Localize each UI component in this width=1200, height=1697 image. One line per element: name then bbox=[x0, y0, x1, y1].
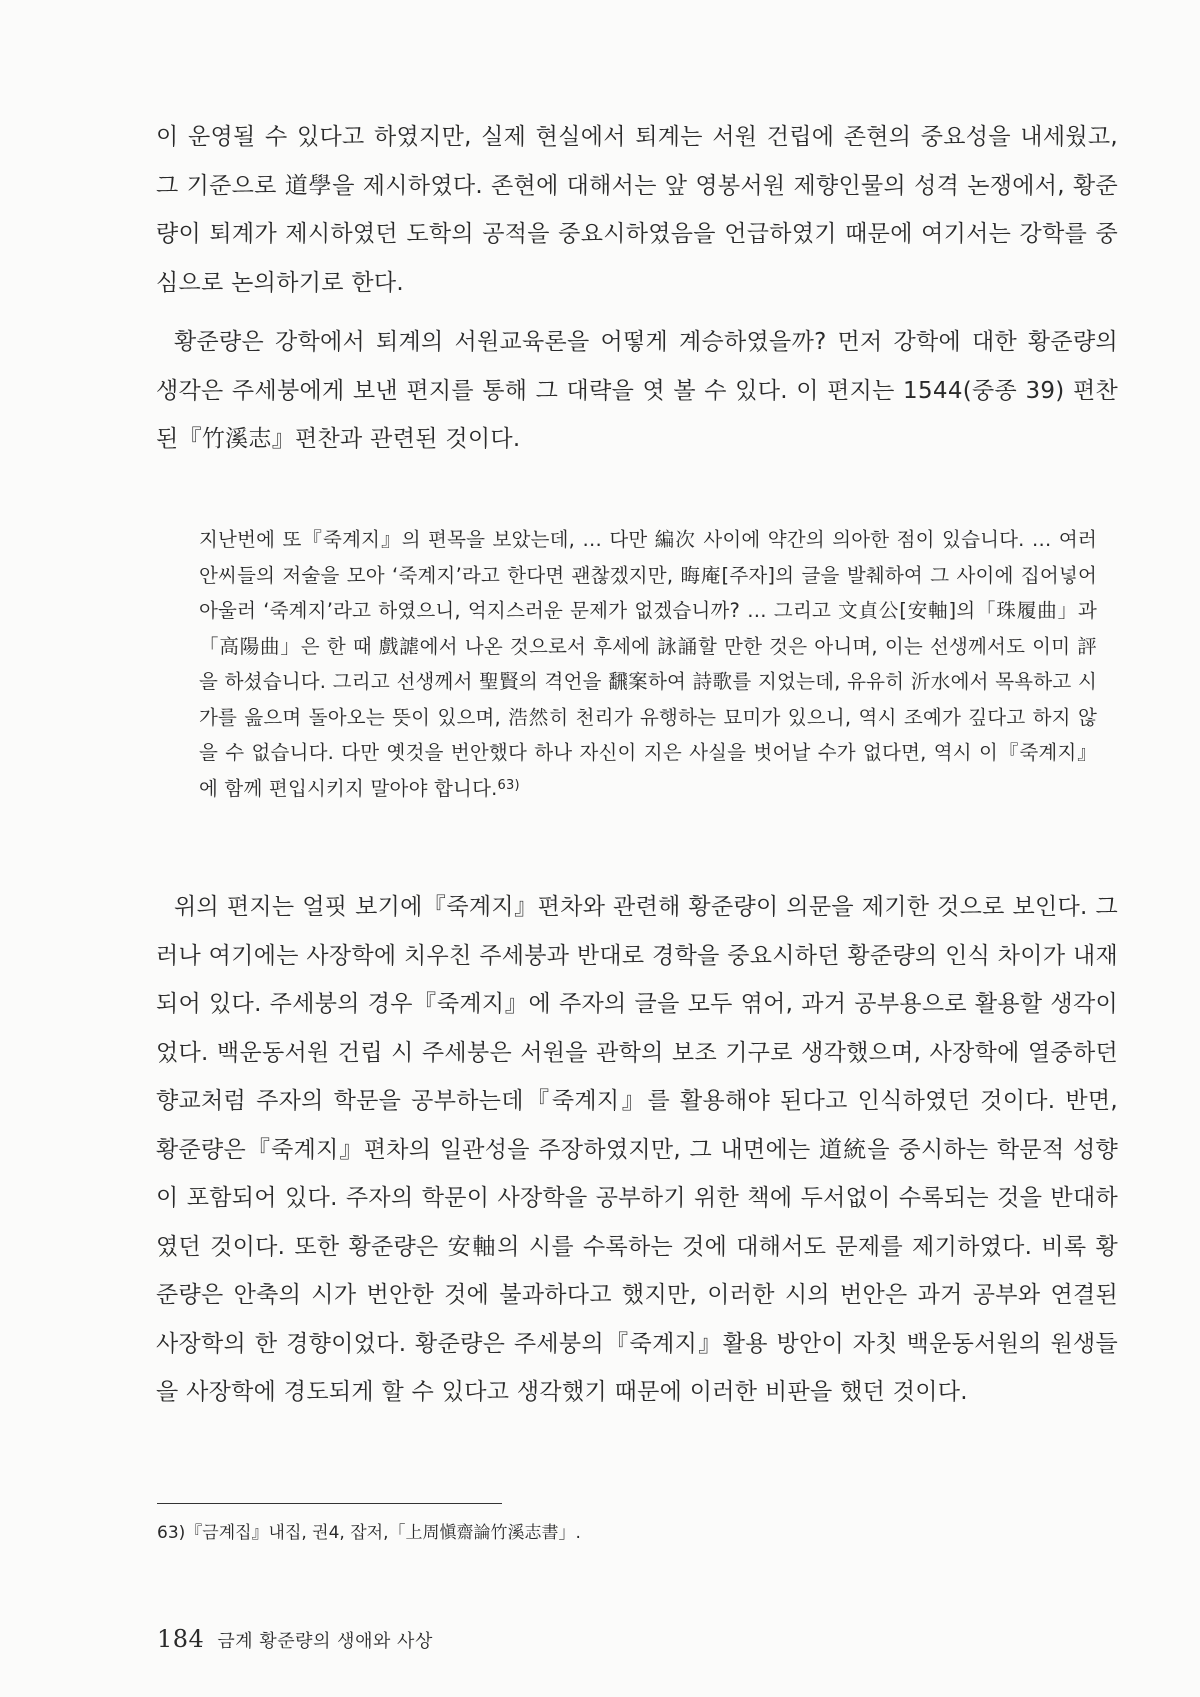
page-footer bbox=[157, 1625, 433, 1653]
footnote-reference[interactable]: 63) bbox=[497, 777, 520, 793]
footnote-text: 『금계집』내집, 권4, 잡저,「上周愼齋論竹溪志書」. bbox=[185, 1523, 581, 1543]
footnote-marker: 63) bbox=[157, 1523, 186, 1543]
body-paragraph: 위의 편지는 얼핏 보기에『죽계지』편차와 관련해 황준량이 의문을 제기한 것으로 보인다. 그러나 여기에는 사장학에 치우친 주세붕과 반대로 경학을 중요시하던 황준량의 인식 차이가 내재되어 있다. 주세붕의 경우『죽계지』에 주자의 글을 모두 엮어, 과거 공부용으로 활용할 생각이었다. 백운동서원 건립 시 주세붕은 서원을 관학의 보조 기구로 생각했으며, 사장학에 열중하던 향교처럼 주자의 학문을 공부하는데『죽계지』를 활용해야 된다고 인식하였던 것이다. 반면, 황준량은『죽계지』편차의 일관성을 주장하였지만, 그 내면에는 道統을 중시하는 학문적 성향이 포함되어 있다. 주자의 학문이 사장학을 공부하기 위한 책에 두서없이 수록되는 것을 반대하였던 것이다. 또한 황준량은 安軸의 시를 수록하는 것에 대해서도 문제를 제기하였다. 비록 황준량은 안축의 시가 번안한 것에 불과하다고 했지만, 이러한 시의 번안은 과거 공부와 연결된 사장학의 한 경향이었다. 황준량은 주세붕의『죽계지』활용 방안이 자칫 백운동서원의 원생들을 사장학에 경도되게 할 수 있다고 생각했기 때문에 이러한 비판을 했던 것이다. bbox=[156, 894, 1118, 1405]
quote-text: 지난번에 또『죽계지』의 편목을 보았는데, … 다만 編次 사이에 약간의 의아한 점이 있습니다. … 여러 안씨들의 저술을 모아 ‘죽계지’라고 한다면 괜찮겠지만, 晦庵[주자]의 글을 발췌하여 그 사이에 집어넣어 아울러 ‘죽계지’라고 하였으니, 억지스러운 문제가 없겠습니까? … 그리고 文貞公[安軸]의「珠履曲」과「高陽曲」은 한 때 戲謔에서 나온 것으로서 후세에 詠誦할 만한 것은 아니며, 이는 선생께서도 이미 評을 하셨습니다. 그리고 선생께서 聖賢의 격언을 飜案하여 詩歌를 지었는데, 유유히 沂水에서 목욕하고 시가를 읊으며 돌아오는 뜻이 있으며, 浩然히 천리가 유행하는 묘미가 있으니, 역시 조예가 깊다고 하지 않을 수 없습니다. 다만 옛것을 번안했다 하나 자신이 지은 사실을 벗어날 수가 없다면, 역시 이『죽계지』에 함께 편입시키지 말아야 합니다. bbox=[199, 528, 1097, 800]
body-paragraph: 황준량은 강학에서 퇴계의 서원교육론을 어떻게 계승하였을까? 먼저 강학에 대한 황준량의 생각은 주세붕에게 보낸 편지를 통해 그 대략을 엿 볼 수 있다. 이 편지는 1544(중종 39) 편찬된『竹溪志』편찬과 관련된 것이다. bbox=[156, 329, 1118, 452]
page-number: 184 bbox=[157, 1625, 205, 1653]
block-quote bbox=[199, 522, 1097, 806]
footnote-divider bbox=[157, 1503, 502, 1504]
footnote bbox=[157, 1518, 1097, 1548]
body-paragraph: 이 운영될 수 있다고 하였지만, 실제 현실에서 퇴계는 서원 건립에 존현의 중요성을 내세웠고, 그 기준으로 道學을 제시하였다. 존현에 대해서는 앞 영봉서원 제향인물의 성격 논쟁에서, 황준량이 퇴계가 제시하였던 도학의 공적을 중요시하였음을 언급하였기 때문에 여기서는 강학를 중심으로 논의하기로 한다. bbox=[156, 124, 1118, 296]
running-title: 금계 황준량의 생애와 사상 bbox=[217, 1631, 433, 1652]
